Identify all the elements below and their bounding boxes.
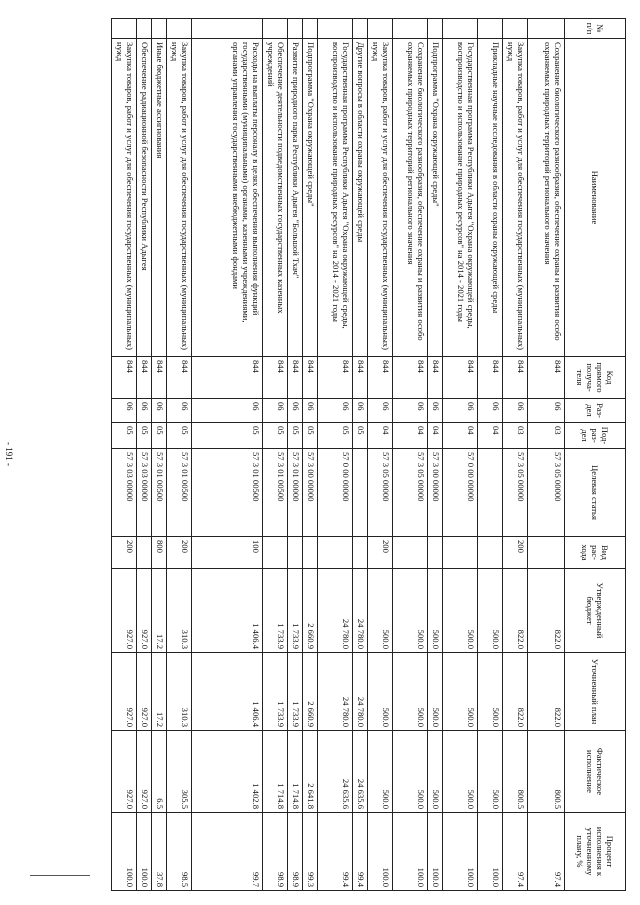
cell-vid xyxy=(288,537,303,569)
cell-vid xyxy=(263,537,288,569)
cell-name: Другие вопросы в области охраны окружающей среды xyxy=(353,39,368,357)
cell-article: 57 3 01 00500 xyxy=(192,449,263,537)
table-row xyxy=(167,19,192,891)
cell-vid xyxy=(528,537,565,569)
cell-refined: 500.0 xyxy=(478,653,503,731)
cell-podrazdel: 04 xyxy=(393,423,428,449)
cell-refined: 24 780.0 xyxy=(318,653,353,731)
cell-approved: 24 780.0 xyxy=(318,569,353,653)
cell-podrazdel: 05 xyxy=(288,423,303,449)
cell-article: 57 0 00 00000 xyxy=(443,449,478,537)
cell-code: 844 xyxy=(112,357,137,399)
cell-podrazdel: 03 xyxy=(503,423,528,449)
cell-num xyxy=(318,19,353,39)
cell-name: Развитие природного парка Республики Адыгея "Большой Тхач" xyxy=(288,39,303,357)
header-approved: Утвержденный бюджет xyxy=(565,569,626,653)
cell-code: 844 xyxy=(443,357,478,399)
table-row xyxy=(353,19,368,891)
cell-razdel: 06 xyxy=(167,399,192,423)
table-row xyxy=(528,19,565,891)
cell-actual: 1 714.8 xyxy=(288,731,303,813)
cell-article: 57 3 03 00000 xyxy=(112,449,137,537)
cell-percent: 100.0 xyxy=(478,813,503,891)
cell-razdel: 06 xyxy=(112,399,137,423)
cell-name: Государственная программа Республики Адыгея "Охрана окружающей среды, воспроизводство и использование природных ресурсов" на 2014 - 2021 годы xyxy=(318,39,353,357)
cell-name: Подпрограмма "Охрана окружающей среды" xyxy=(303,39,318,357)
cell-article: 57 3 05 00000 xyxy=(503,449,528,537)
cell-approved: 927.0 xyxy=(137,569,152,653)
cell-podrazdel: 04 xyxy=(428,423,443,449)
cell-refined: 500.0 xyxy=(368,653,393,731)
cell-vid xyxy=(353,537,368,569)
cell-razdel: 06 xyxy=(263,399,288,423)
cell-actual: 24 635.6 xyxy=(353,731,368,813)
header-row xyxy=(565,19,626,891)
cell-vid xyxy=(478,537,503,569)
cell-actual: 500.0 xyxy=(393,731,428,813)
cell-podrazdel: 04 xyxy=(443,423,478,449)
cell-podrazdel: 05 xyxy=(192,423,263,449)
cell-code: 844 xyxy=(152,357,167,399)
table-row xyxy=(443,19,478,891)
cell-article: 57 3 00 00000 xyxy=(303,449,318,537)
cell-razdel: 06 xyxy=(443,399,478,423)
cell-article: 57 0 00 00000 xyxy=(318,449,353,537)
page-number: - 191 - xyxy=(4,442,14,466)
header-name: Наименование xyxy=(565,39,626,357)
cell-approved: 500.0 xyxy=(428,569,443,653)
table-row xyxy=(263,19,288,891)
table-row xyxy=(318,19,353,891)
cell-vid xyxy=(137,537,152,569)
cell-actual: 6.5 xyxy=(152,731,167,813)
cell-actual: 927.0 xyxy=(112,731,137,813)
cell-num xyxy=(353,19,368,39)
cell-code: 844 xyxy=(263,357,288,399)
cell-approved: 1 733.9 xyxy=(288,569,303,653)
cell-code: 844 xyxy=(288,357,303,399)
cell-approved: 17.2 xyxy=(152,569,167,653)
cell-podrazdel: 05 xyxy=(303,423,318,449)
cell-article xyxy=(478,449,503,537)
cell-refined: 500.0 xyxy=(393,653,428,731)
cell-podrazdel: 05 xyxy=(353,423,368,449)
cell-approved: 310.3 xyxy=(167,569,192,653)
header-refined: Уточненный план xyxy=(565,653,626,731)
table-row xyxy=(368,19,393,891)
cell-percent: 37.8 xyxy=(152,813,167,891)
cell-refined: 2 660.9 xyxy=(303,653,318,731)
cell-refined: 1 733.9 xyxy=(288,653,303,731)
cell-approved: 500.0 xyxy=(393,569,428,653)
cell-actual: 24 635.6 xyxy=(318,731,353,813)
cell-code: 844 xyxy=(478,357,503,399)
table-row xyxy=(428,19,443,891)
table-row xyxy=(503,19,528,891)
cell-percent: 100.0 xyxy=(137,813,152,891)
cell-vid: 200 xyxy=(503,537,528,569)
cell-name: Обеспечение радиационной безопасности Республики Адыгея xyxy=(137,39,152,357)
table-row xyxy=(303,19,318,891)
cell-name: Сохранение биологического разнообразия, обеспечение охраны и развития особо охраняемых природных территорий регионального значения xyxy=(393,39,428,357)
cell-podrazdel: 05 xyxy=(152,423,167,449)
cell-article: 57 3 01 00500 xyxy=(263,449,288,537)
cell-code: 844 xyxy=(353,357,368,399)
cell-razdel: 06 xyxy=(192,399,263,423)
cell-refined: 24 780.0 xyxy=(353,653,368,731)
cell-actual: 2 641.8 xyxy=(303,731,318,813)
cell-approved: 927.0 xyxy=(112,569,137,653)
cell-podrazdel: 03 xyxy=(528,423,565,449)
cell-code: 844 xyxy=(428,357,443,399)
header-percent: Процент исполнения к уточненному плану, % xyxy=(565,813,626,891)
cell-refined: 927.0 xyxy=(137,653,152,731)
cell-code: 844 xyxy=(528,357,565,399)
cell-actual: 927.0 xyxy=(137,731,152,813)
budget-table xyxy=(111,18,626,891)
header-article: Целевая статья xyxy=(565,449,626,537)
cell-razdel: 06 xyxy=(428,399,443,423)
cell-name: Закупка товаров, работ и услуг для обеспечения государственных (муниципальных) нужд xyxy=(167,39,192,357)
header-razdel: Раз-дел xyxy=(565,399,626,423)
cell-podrazdel: 05 xyxy=(112,423,137,449)
cell-code: 844 xyxy=(167,357,192,399)
cell-num xyxy=(137,19,152,39)
cell-vid xyxy=(303,537,318,569)
header-code: Код прямого получа-теля xyxy=(565,357,626,399)
cell-refined: 500.0 xyxy=(428,653,443,731)
cell-vid: 800 xyxy=(152,537,167,569)
header-actual: Фактическое исполнение xyxy=(565,731,626,813)
cell-article: 57 3 01 00500 xyxy=(167,449,192,537)
cell-razdel: 06 xyxy=(288,399,303,423)
cell-num xyxy=(192,19,263,39)
cell-approved: 500.0 xyxy=(443,569,478,653)
cell-approved: 822.0 xyxy=(528,569,565,653)
cell-num xyxy=(478,19,503,39)
cell-podrazdel: 05 xyxy=(137,423,152,449)
cell-vid: 200 xyxy=(167,537,192,569)
cell-percent: 99.4 xyxy=(353,813,368,891)
cell-actual: 800.5 xyxy=(528,731,565,813)
cell-code: 844 xyxy=(137,357,152,399)
cell-actual: 500.0 xyxy=(428,731,443,813)
cell-vid: 200 xyxy=(368,537,393,569)
cell-razdel: 06 xyxy=(318,399,353,423)
table-row xyxy=(137,19,152,891)
cell-code: 844 xyxy=(303,357,318,399)
header-num: № п/п xyxy=(565,19,626,39)
cell-vid: 200 xyxy=(112,537,137,569)
cell-vid xyxy=(428,537,443,569)
cell-razdel: 06 xyxy=(303,399,318,423)
cell-percent: 99.3 xyxy=(303,813,318,891)
cell-actual: 500.0 xyxy=(443,731,478,813)
cell-refined: 822.0 xyxy=(528,653,565,731)
cell-razdel: 06 xyxy=(528,399,565,423)
cell-approved: 822.0 xyxy=(503,569,528,653)
cell-article: 57 3 05 00000 xyxy=(368,449,393,537)
cell-percent: 99.7 xyxy=(192,813,263,891)
cell-actual: 800.5 xyxy=(503,731,528,813)
cell-refined: 822.0 xyxy=(503,653,528,731)
cell-refined: 500.0 xyxy=(443,653,478,731)
cell-approved: 500.0 xyxy=(478,569,503,653)
cell-name: Закупка товаров, работ и услуг для обеспечения государственных (муниципальных) нужд xyxy=(112,39,137,357)
cell-podrazdel: 05 xyxy=(318,423,353,449)
cell-article: 57 3 03 00000 xyxy=(137,449,152,537)
cell-num xyxy=(303,19,318,39)
cell-code: 844 xyxy=(368,357,393,399)
cell-article xyxy=(353,449,368,537)
cell-razdel: 06 xyxy=(137,399,152,423)
cell-podrazdel: 04 xyxy=(478,423,503,449)
cell-name: Сохранение биологического разнообразия, обеспечение охраны и развития особо охраняемых природных территорий регионального значения xyxy=(528,39,565,357)
cell-refined: 1 733.9 xyxy=(263,653,288,731)
cell-num xyxy=(263,19,288,39)
cell-approved: 24 780.0 xyxy=(353,569,368,653)
cell-refined: 17.2 xyxy=(152,653,167,731)
cell-num xyxy=(503,19,528,39)
cell-percent: 99.4 xyxy=(318,813,353,891)
cell-actual: 500.0 xyxy=(478,731,503,813)
budget-table-container xyxy=(90,18,626,890)
cell-vid xyxy=(443,537,478,569)
table-row xyxy=(112,19,137,891)
cell-code: 844 xyxy=(503,357,528,399)
table-row xyxy=(478,19,503,891)
cell-num xyxy=(368,19,393,39)
header-podrazdel: Под-раз-дел xyxy=(565,423,626,449)
cell-razdel: 06 xyxy=(393,399,428,423)
cell-percent: 97.4 xyxy=(503,813,528,891)
cell-razdel: 06 xyxy=(368,399,393,423)
cell-percent: 100.0 xyxy=(393,813,428,891)
cell-num xyxy=(443,19,478,39)
cell-percent: 98.9 xyxy=(288,813,303,891)
cell-vid: 100 xyxy=(192,537,263,569)
cell-name: Расходы на выплаты персоналу в целях обеспечения выполнения функций государственными (муниципальными) органами, казенными учреждениями, органами управления государственными внебюджетными фондами xyxy=(192,39,263,357)
cell-code: 844 xyxy=(192,357,263,399)
cell-podrazdel: 04 xyxy=(368,423,393,449)
cell-approved: 500.0 xyxy=(368,569,393,653)
cell-name: Государственная программа Республики Адыгея "Охрана окружающей среды, воспроизводство и использование природных ресурсов" на 2014 - 2021 годы xyxy=(443,39,478,357)
cell-approved: 2 660.9 xyxy=(303,569,318,653)
cell-num xyxy=(428,19,443,39)
cell-name: Подпрограмма "Охрана окружающей среды" xyxy=(428,39,443,357)
cell-num xyxy=(112,19,137,39)
cell-razdel: 06 xyxy=(152,399,167,423)
cell-actual: 500.0 xyxy=(368,731,393,813)
cell-article: 57 3 01 00500 xyxy=(152,449,167,537)
header-vid: Вид рас-хода xyxy=(565,537,626,569)
cell-refined: 927.0 xyxy=(112,653,137,731)
cell-code: 844 xyxy=(393,357,428,399)
cell-razdel: 06 xyxy=(478,399,503,423)
table-row xyxy=(152,19,167,891)
cell-actual: 1 714.8 xyxy=(263,731,288,813)
cell-article: 57 3 01 00000 xyxy=(288,449,303,537)
cell-podrazdel: 05 xyxy=(167,423,192,449)
cell-approved: 1 406.4 xyxy=(192,569,263,653)
cell-percent: 98.9 xyxy=(263,813,288,891)
cell-percent: 100.0 xyxy=(428,813,443,891)
cell-actual: 1 402.8 xyxy=(192,731,263,813)
cell-approved: 1 733.9 xyxy=(263,569,288,653)
cell-name: Закупка товаров, работ и услуг для обеспечения государственных (муниципальных) нужд xyxy=(503,39,528,357)
cell-refined: 310.3 xyxy=(167,653,192,731)
cell-percent: 98.5 xyxy=(167,813,192,891)
cell-refined: 1 406.4 xyxy=(192,653,263,731)
cell-percent: 97.4 xyxy=(528,813,565,891)
cell-razdel: 06 xyxy=(353,399,368,423)
cell-num xyxy=(288,19,303,39)
cell-num xyxy=(152,19,167,39)
cell-name: Закупка товаров, работ и услуг для обеспечения государственных (муниципальных) нужд xyxy=(368,39,393,357)
margin-line xyxy=(30,875,90,876)
cell-code: 844 xyxy=(318,357,353,399)
cell-vid xyxy=(393,537,428,569)
cell-article: 57 3 05 00000 xyxy=(528,449,565,537)
cell-name: Иные бюджетные ассигнования xyxy=(152,39,167,357)
cell-percent: 100.0 xyxy=(443,813,478,891)
cell-percent: 100.0 xyxy=(112,813,137,891)
table-row xyxy=(288,19,303,891)
cell-percent: 100.0 xyxy=(368,813,393,891)
cell-name: Обеспечение деятельности подведомственных государственных казенных учреждений xyxy=(263,39,288,357)
cell-actual: 305.5 xyxy=(167,731,192,813)
table-row xyxy=(192,19,263,891)
cell-num xyxy=(167,19,192,39)
cell-num xyxy=(528,19,565,39)
cell-vid xyxy=(318,537,353,569)
table-row xyxy=(393,19,428,891)
cell-podrazdel: 05 xyxy=(263,423,288,449)
cell-razdel: 06 xyxy=(503,399,528,423)
cell-num xyxy=(393,19,428,39)
cell-article: 57 3 05 00000 xyxy=(393,449,428,537)
cell-article: 57 3 00 00000 xyxy=(428,449,443,537)
cell-name: Прикладные научные исследования в области охраны окружающей среды xyxy=(478,39,503,357)
